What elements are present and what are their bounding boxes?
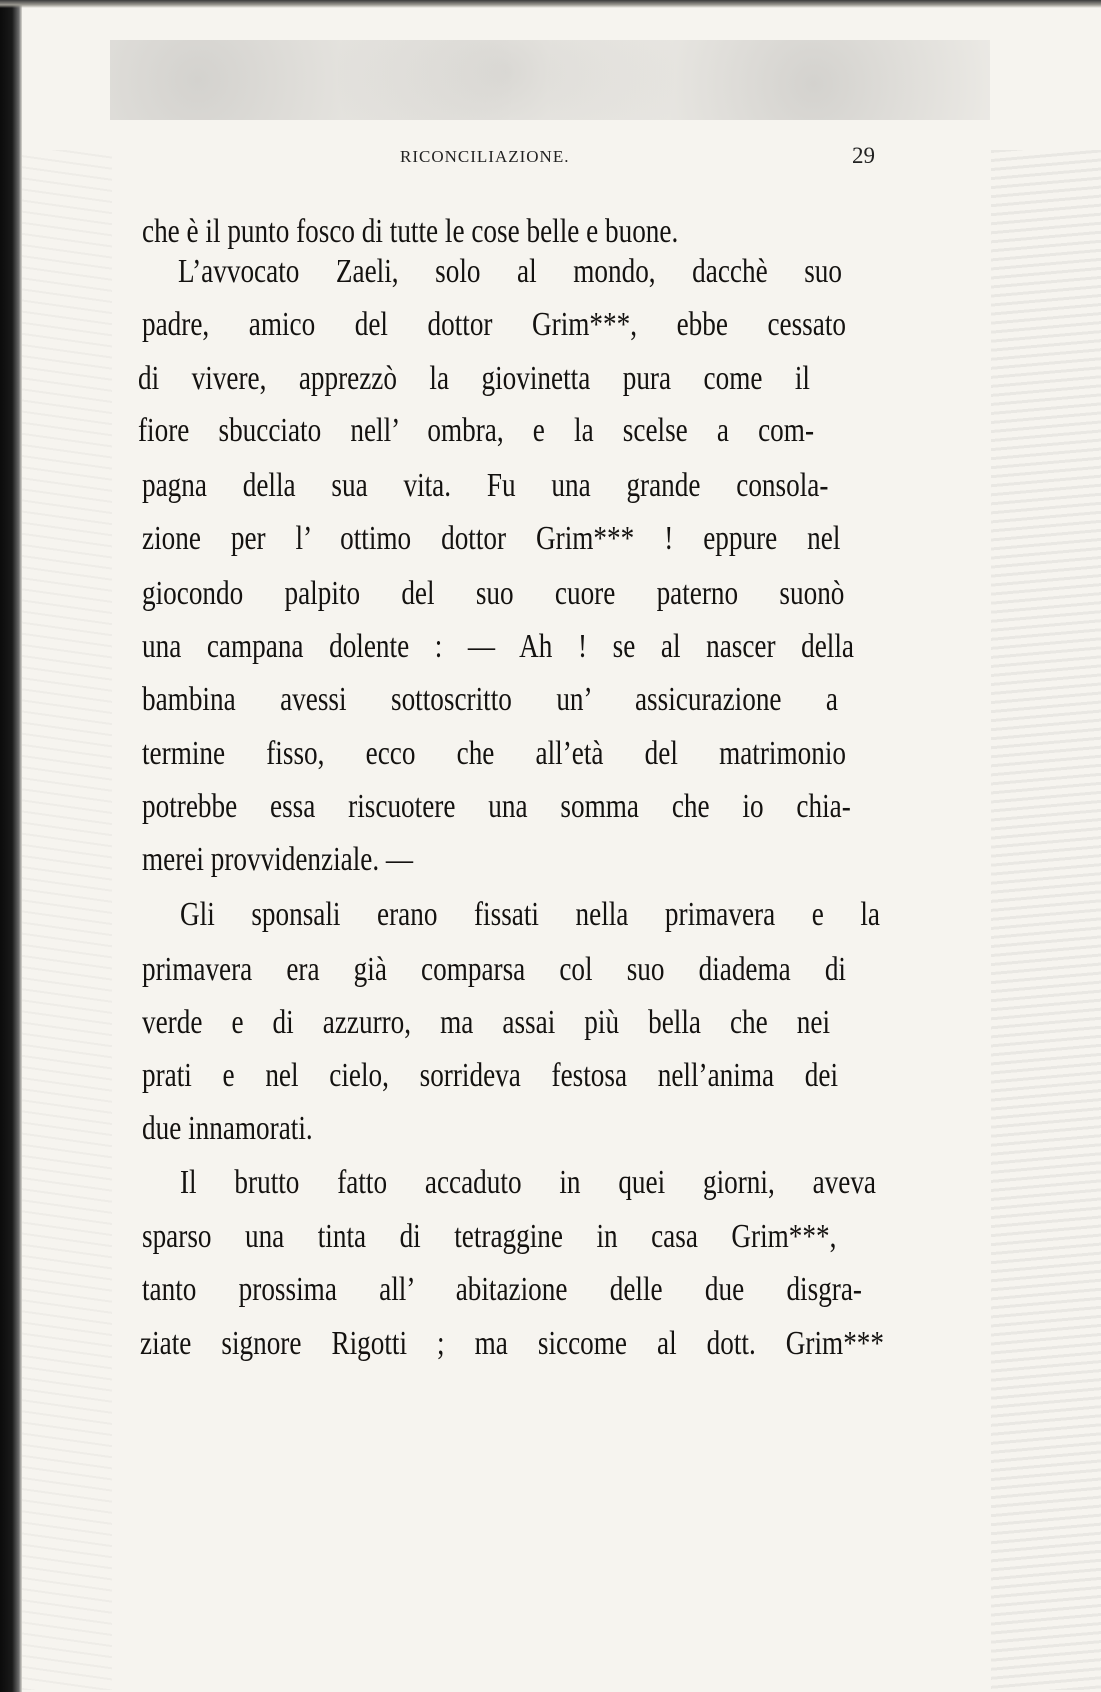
text-line-14: Gli sponsali erano fissati nella primavera e la (180, 896, 880, 933)
running-header: RICONCILIAZIONE. (400, 147, 570, 166)
text-line-8: giocondo palpito del suo cuore paterno suonò (142, 575, 845, 612)
text-line-7: zione per l’ ottimo dottor Grim*** ! eppure nel (142, 520, 841, 557)
text-line-19: Il brutto fatto accaduto in quei giorni, aveva (180, 1164, 876, 1201)
text-line-6: pagna della sua vita. Fu una grande consola- (142, 467, 829, 504)
text-line-13: merei provvidenziale. — (142, 841, 414, 878)
paper-speckle-left (22, 150, 112, 1690)
text-line-5: fiore sbucciato nell’ ombra, e la scelse a com- (138, 412, 814, 449)
text-line-9: una campana dolente : — Ah ! se al nascer della (142, 628, 854, 665)
text-line-1: che è il punto fosco di tutte le cose belle e buone. (142, 213, 679, 250)
text-line-22: ziate signore Rigotti ; ma siccome al dott. Grim*** (140, 1325, 884, 1362)
text-line-17: prati e nel cielo, sorrideva festosa nell’anima dei (142, 1057, 838, 1094)
text-line-21: tanto prossima all’ abitazione delle due disgra- (142, 1271, 862, 1308)
paper-speckle-right (991, 150, 1101, 1690)
text-line-11: termine fisso, ecco che all’età del matrimonio (142, 735, 846, 772)
text-line-3: padre, amico del dottor Grim***, ebbe cessato (142, 306, 846, 343)
page-number: 29 (852, 143, 875, 168)
text-line-18: due innamorati. (142, 1110, 313, 1147)
text-line-2: L’avvocato Zaeli, solo al mondo, dacchè suo (178, 253, 842, 290)
paper-stain-top (110, 40, 990, 120)
book-spine-shadow (0, 0, 22, 1692)
page-top-edge (0, 0, 1101, 8)
text-line-10: bambina avessi sottoscritto un’ assicurazione a (142, 681, 838, 718)
text-line-16: verde e di azzurro, ma assai più bella che nei (142, 1004, 830, 1041)
text-line-12: potrebbe essa riscuotere una somma che io chia- (142, 788, 851, 825)
text-line-4: di vivere, apprezzò la giovinetta pura come il (138, 360, 810, 397)
text-line-15: primavera era già comparsa col suo diadema di (142, 951, 846, 988)
text-line-20: sparso una tinta di tetraggine in casa Grim***, (142, 1218, 837, 1255)
